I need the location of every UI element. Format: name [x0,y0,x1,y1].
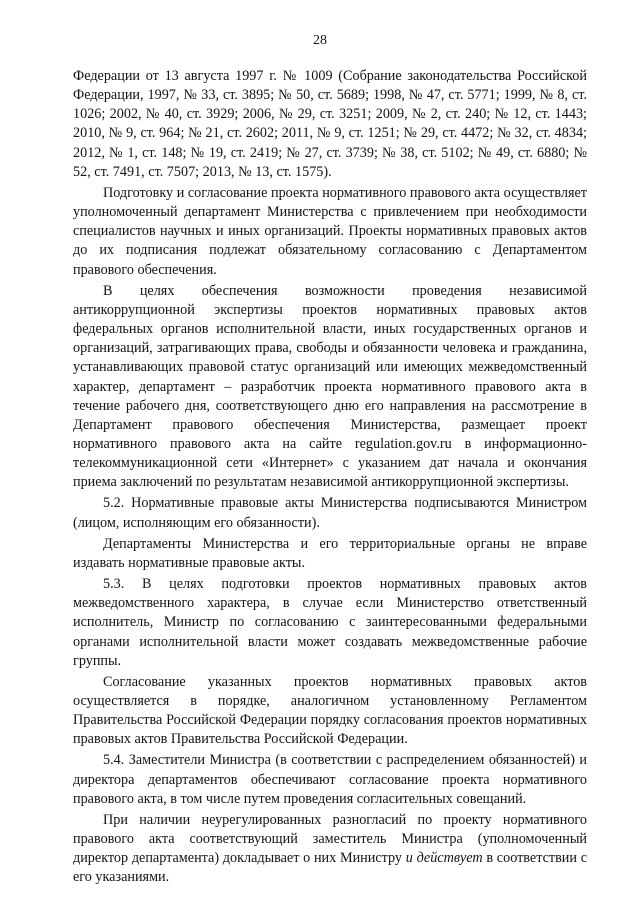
paragraph-5-4-deputies: 5.4. Заместители Министра (в соответствии с распределением обязанностей) и директора департаментов обеспечивают согласование проекта нормативного правового акта, в том числе путем проведения согласительных совещаний. [73,752,587,807]
page-number: 28 [313,33,327,48]
disagreements-italic-text: и действует [405,850,483,867]
paragraph-anticorruption-expertise: В целях обеспечения возможности проведения независимой антикоррупционной экспертизы проектов нормативных правовых актов федеральных органов исполнительной власти, иных государственных органов и организаций, затрагивающих права, свободы и обязанности человека и гражданина, устанавливающих правовой статус организаций или имеющих межведомственный характер, департамент – разработчик проекта нормативного правового акта в течение рабочего дня, соответствующего дню его направления на рассмотрение в Департамент правового обеспечения Министерства, размещает проект нормативного правового акта на сайте regulation.gov.ru в информационно-телекоммуникационной сети «Интернет» с указанием дат начала и окончания приема заключений по результатам независимой антикоррупционной экспертизы. [73,282,587,491]
paragraph-departments-restriction: Департаменты Министерства и его территориальные органы не вправе издавать нормативные правовые акты. [73,535,587,571]
paragraph-preparation-approval: Подготовку и согласование проекта нормативного правового акта осуществляет уполномоченный департамент Министерства с привлечением при необходимости специалистов научных и иных организаций. Проекты нормативных правовых актов до их подписания подлежат обязательному согласованию с Департаментом правового обеспечения. [73,184,587,278]
paragraph-disagreements [73,811,587,888]
paragraph-5-2-signing: 5.2. Нормативные правовые акты Министерства подписываются Министром (лицом, исполняющим его обязанности). [73,495,587,531]
disagreements-text-end: в соответствии с его указаниями. [73,850,587,886]
paragraph-regulation-citation: Федерации от 13 августа 1997 г. № 1009 (Собрание законодательства Российской Федерации, 1997, № 33, ст. 3895; № 50, ст. 5689; 1998, № 47, ст. 5771; 1999, № 8, ст. 1026; 2002, № 40, ст. 3929; 2006, № 29, ст. 3251; 2009, № 2, ст. 240; № 12, ст. 1443; 2010, № 9, ст. 964; № 21, ст. 2602; 2011, № 9, ст. 1251; № 29, ст. 4472; № 32, ст. 4834; 2012, № 1, ст. 148; № 19, ст. 2419; № 27, ст. 3739; № 38, ст. 5102; № 49, ст. 6880; № 52, ст. 7491, ст. 7507; 2013, № 13, ст. 1575). [73,68,587,180]
paragraph-5-3-working-groups: 5.3. В целях подготовки проектов нормативных правовых актов межведомственного характера, в случае если Министерство ответственный исполнитель, Министр по согласованию с заинтересованными федеральными органами исполнительной власти может создавать межведомственные рабочие группы. [73,576,587,669]
paragraph-approval-procedure: Согласование указанных проектов нормативных правовых актов осуществляется в порядке, аналогичном установленному Регламентом Правительства Российской Федерации порядку согласования проектов нормативных правовых актов Правительства Российской Федерации. [73,673,587,748]
document-body [73,67,587,888]
disagreements-text-start: При наличии неурегулированных разногласий по проекту нормативного правового акта соответствующий заместитель Министра (уполномоченный директор департамента) докладывает о них Министру [73,811,587,867]
